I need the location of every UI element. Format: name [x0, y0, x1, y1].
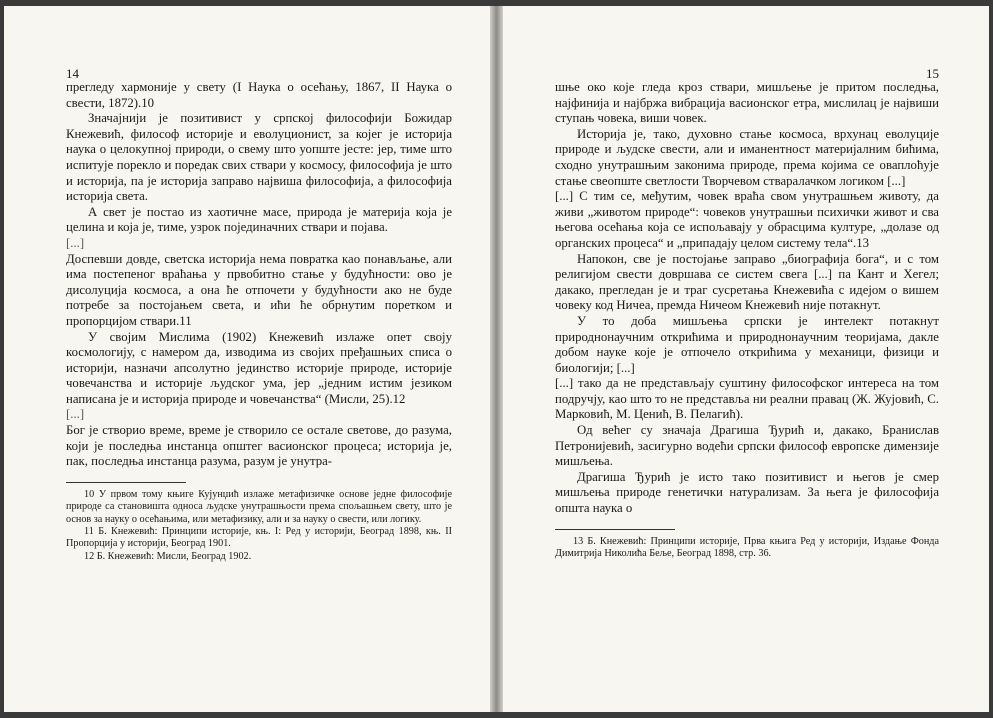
page-number-right: 15: [926, 66, 939, 81]
paragraph: Напокон, све је постојање заправо „биографија бога“, и с том религијом свести довршава се систем свега [...] па Кант и Хегел; дакако, прегледан је и траг сусретања Кнежевића с идејом о вишем човеку код Ничеа, премда Ничеом Кнежевић није потакнут.: [555, 251, 939, 313]
left-page: [4, 6, 490, 712]
paragraph: А свет је постао из хаотичне масе, природа је материја која је целина и која је, тиме, узрок појединачних ствари и појава.: [66, 204, 452, 235]
left-body-text: [66, 80, 452, 470]
paragraph: прегледу хармоније у свету (I Наука о осећању, 1867, II Наука о свести, 1872).10: [66, 80, 452, 110]
book-gutter: [490, 6, 503, 712]
omission-marker: [...]: [66, 407, 85, 422]
footnote: 11 Б. Кнежевић: Принципи историје, књ. I: Ред у историји, Београд 1898, књ. II Пропорција у историји, Београд 1901.: [66, 526, 452, 550]
footnote-divider: [555, 529, 675, 530]
page-number-left: 14: [66, 66, 79, 81]
paragraph: Драгиша Ђурић је исто тако позитивист и његов је смер мишљења природе генетички натурализам. За њега је философија општа наука о: [555, 469, 939, 516]
right-body-text: [555, 80, 939, 517]
paragraph: [...] С тим се, међутим, човек враћа свом унутрашњем животу, да живи „животом природе“: човеков унутрашњи психички живот и сва његова осећања која се испољавају у обрасцима културе, „долазе од органских процеса“ и „припадају целом систему тела“.13: [555, 189, 939, 250]
left-footnotes: [66, 489, 452, 563]
paragraph: У то доба мишљења српски је интелект потакнут природнонаучним открићима и природнонаучним теоријама, дакле добом науке које је отпочело открићима у механици, физици и биологији; [...]: [555, 313, 939, 375]
right-footnotes: [555, 536, 939, 561]
paragraph: У својим Мислима (1902) Кнежевић излаже опет своју космологију, с намером да, изводима из својих пређашњих списа о историји, назначи апсолутно јединство историје природе, историје човечанства и историје људског ума, јер „једним истим језиком написана је и историја природе и човечанства“ (Мисли, 25).12: [66, 329, 452, 406]
omission-marker: [...]: [66, 235, 85, 250]
paragraph: [...] тако да не представљају суштину философског интереса на том подручју, као што то не представља ни реални правац (Ж. Жујовић, С. Марковић, М. Ценић, В. Пелагић).: [555, 376, 939, 422]
footnote: 13 Б. Кнежевић: Принципи историје, Прва књига Ред у историји, Издање Фонда Димитрија Николића Беље, Београд 1898, стр. 36.: [555, 535, 939, 560]
paragraph: Доспевши довде, светска историја нема повратка као понављање, али има постепеног враћања у првобитно стање у будућности: ово је дисолуција космоса, а она ће отпочети у будућности ако не буде потребе за постојањем света, и ићи ће обрнутим поретком и пропорцијом ствари.11: [66, 251, 452, 328]
paragraph: Значајнији је позитивист у српској философији Божидар Кнежевић, философ историје и еволуционист, за којег је историја наука о целокупној природи, о свему што уопште јесте: јер, тиме што испитује порекло и поредак свих ствари у космосу, философија је што и историја, па је историја заправо највиша философија, а философија историја света.: [66, 111, 452, 204]
footnote-divider: [66, 482, 186, 483]
right-page: [503, 6, 989, 712]
footnote: 12 Б. Кнежевић: Мисли, Београд 1902.: [84, 550, 252, 562]
paragraph: Од већег су значаја Драгиша Ђурић и, дакако, Бранислав Петронијевић, засигурно водећи српски философ европске димензије мишљења.: [555, 423, 939, 469]
paragraph: шње око које гледа кроз ствари, мишљење је притом последња, најфинија и најбржа вибрација васионског етра, мислилац је највиши ступањ човека, виши човек.: [555, 80, 939, 126]
paragraph: Историја је, тако, духовно стање космоса, врхунац еволуције природе и људске свести, али и иманентност материјалним бићима, сходно унутрашњим законима природе, према којима се оваплоћује стање свеопште светлости Творчевом стваралачком логиком [...]: [555, 126, 939, 188]
paragraph: Бог је створио време, време је створило се остале светове, до разума, који је последња инстанца општег васионског процеса; историја је, пак, последња инстанца разума, разум је унутра-: [66, 423, 452, 469]
footnote: 10 У првом тому књиге Кујунџић излаже метафизичке основе једне философије природе са становишта односа људске унутрашњости према спољашњем свету, што је основ за науку о осећањима, или метафизику, али и за науку о свести, или логику.: [66, 488, 452, 525]
